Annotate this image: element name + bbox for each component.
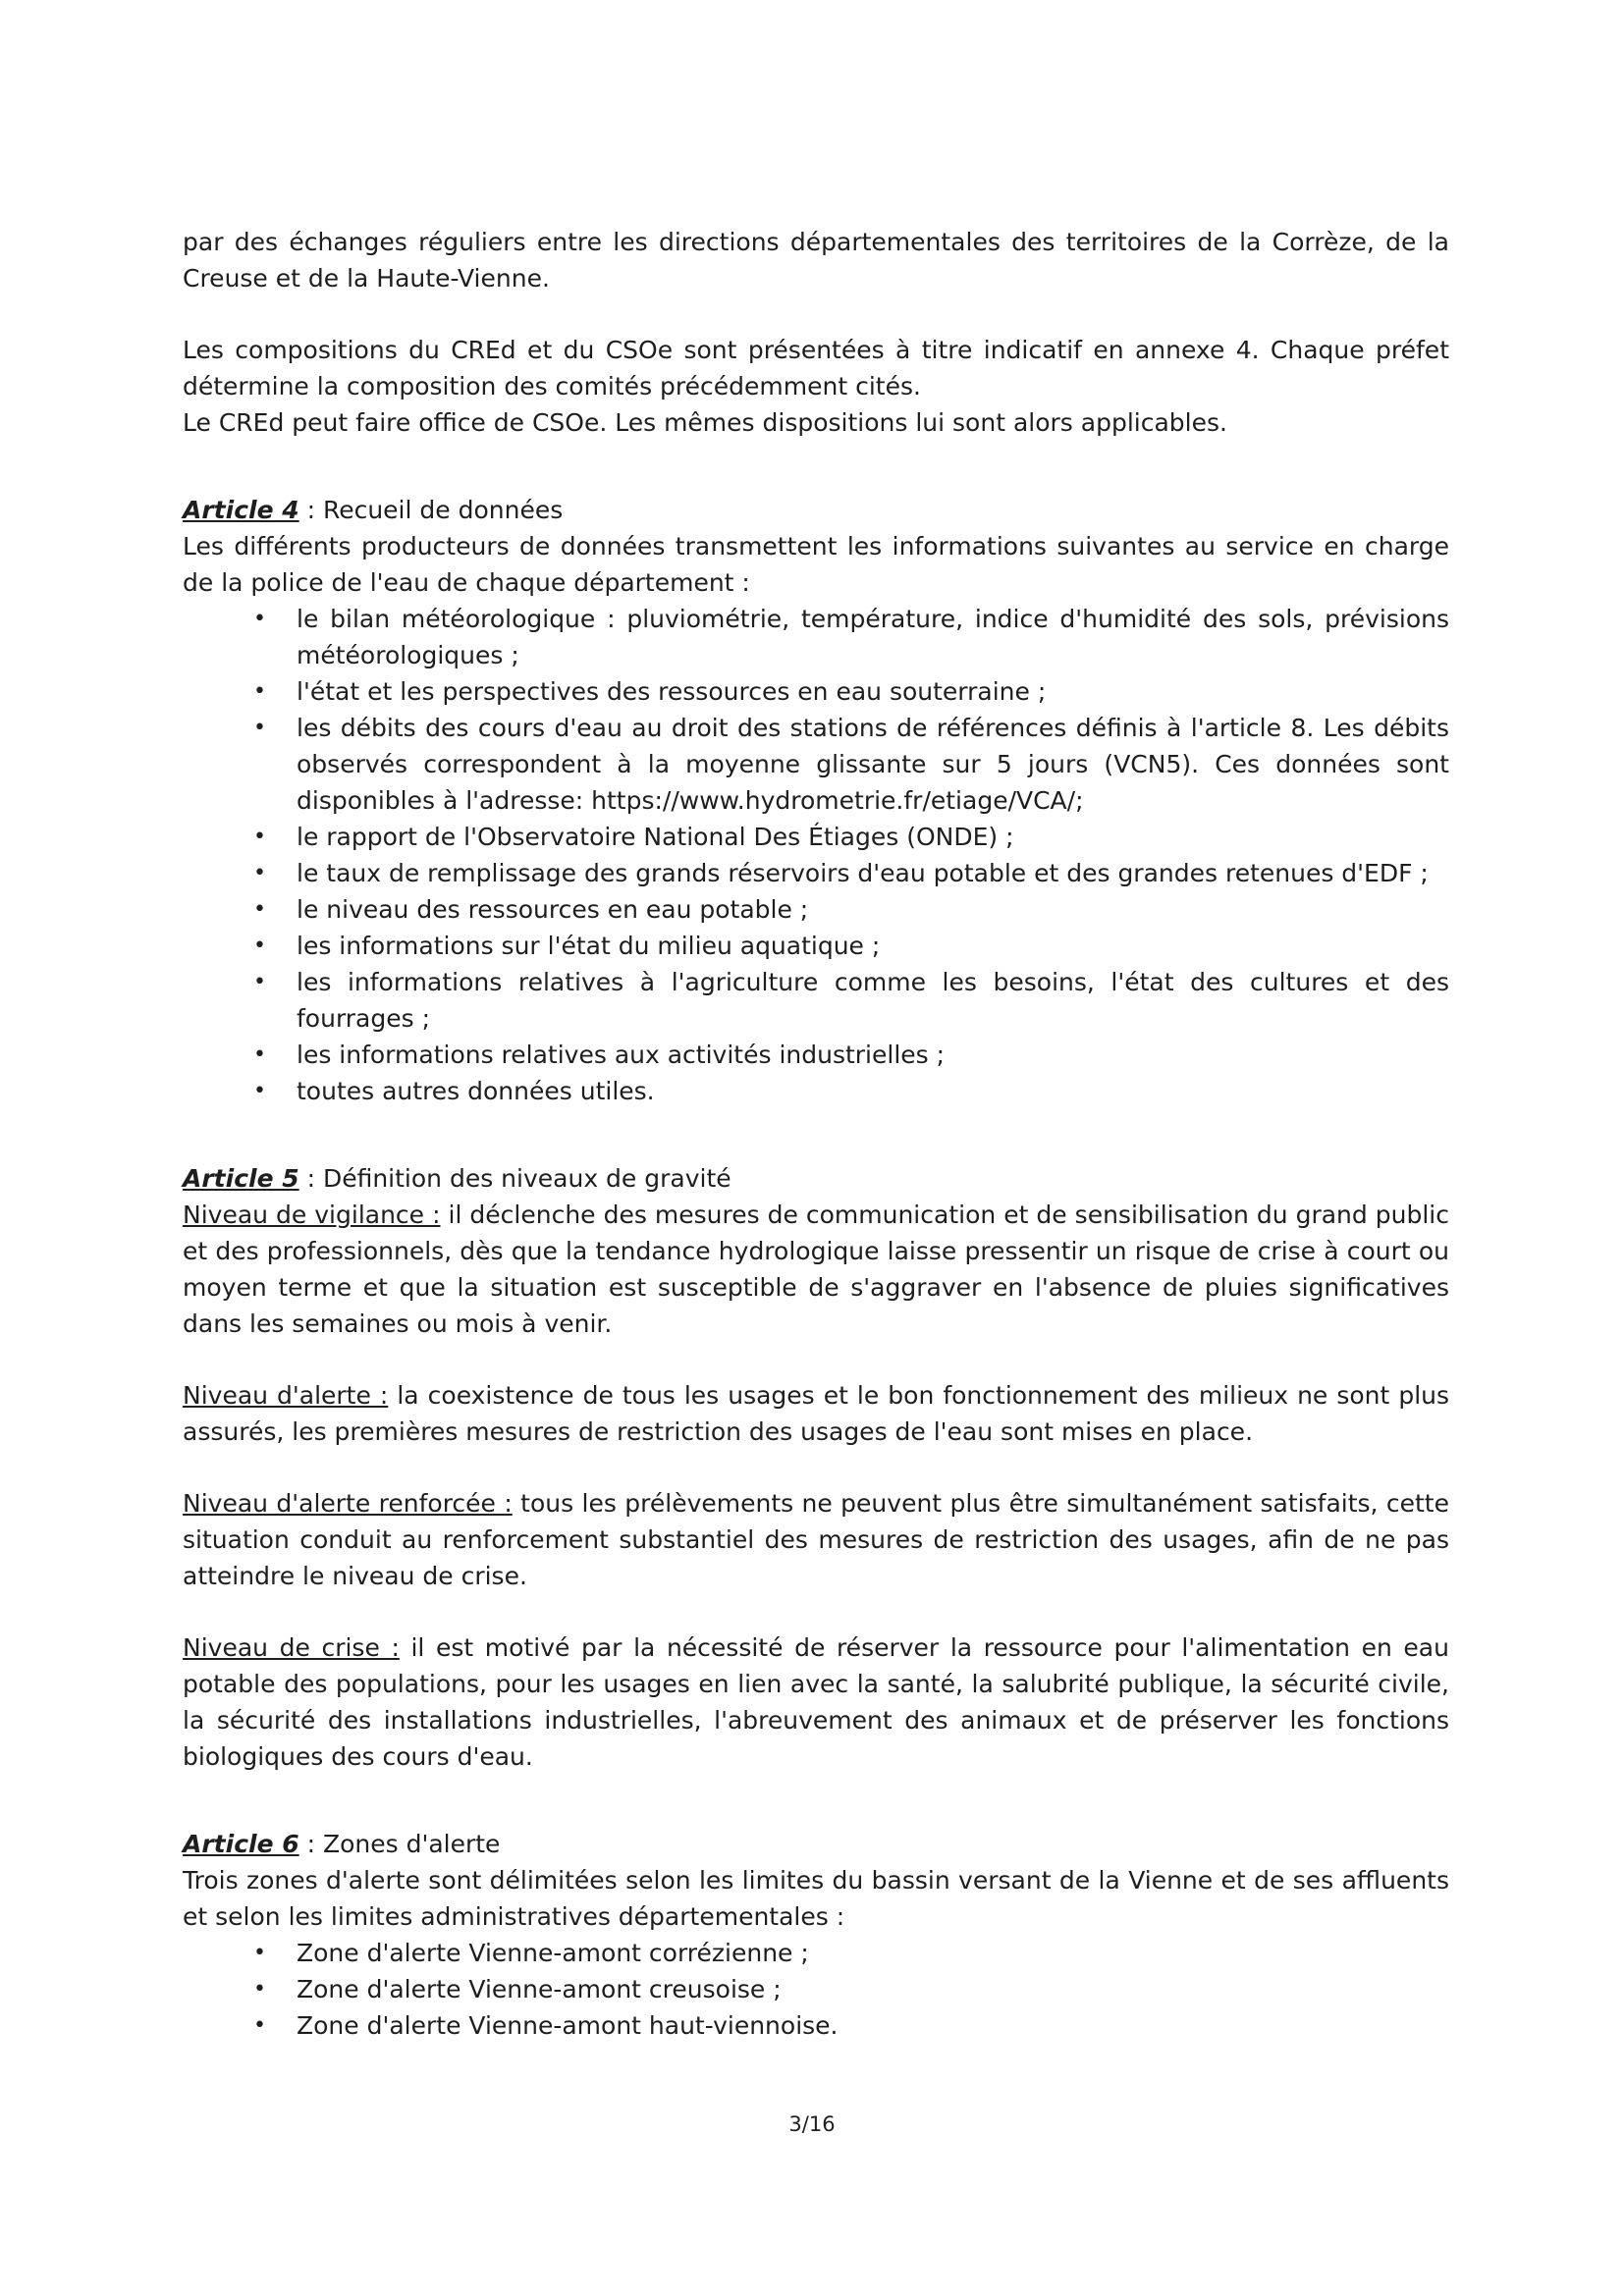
list-item: • Zone d'alerte Vienne-amont creusoise ; [297,1971,1449,2007]
list-item: • le bilan météorologique : pluviométrie, température, indice d'humidité des sols, prévisions météorologiques ; [297,601,1449,673]
article-5-label: Article 5 [183,1164,299,1193]
level-text: il déclenche des mesures de communication et de sensibilisation du grand public et des professionnels, dès que la tendance hydrologique laisse pressentir un risque de crise à court ou moyen terme et que la situation est susceptible de s'aggraver en l'absence de pluies significatives dans les semaines ou mois à venir. [183,1201,1449,1338]
article-6-title: : Zones d'alerte [298,1830,501,1858]
committees-paragraph: Les compositions du CREd et du CSOe sont présentées à titre indicatif en annexe 4. Chaque préfet détermine la composition des comités précédemment cités. [183,336,1449,400]
article-4-title: : Recueil de données [298,496,564,524]
bullet-icon: • [253,1042,266,1067]
list-item: • l'état et les perspectives des ressources en eau souterraine ; [297,673,1449,710]
page-number: 3/16 [788,2112,836,2136]
level-label: Niveau de crise : [183,1633,400,1662]
bullet-icon: • [253,607,266,631]
article-4-label: Article 4 [183,496,299,524]
article-6-label: Article 6 [183,1830,299,1858]
article-4-heading [183,492,1449,528]
article-6-intro: Trois zones d'alerte sont délimitées selon les limites du bassin versant de la Vienne et de ses affluents et selon les limites administratives départementales : [183,1866,1449,1931]
list-item: • le taux de remplissage des grands réservoirs d'eau potable et des grandes retenues d'EDF ; [297,855,1449,891]
list-item: • les débits des cours d'eau au droit des stations de références définis à l'article 8. Les débits observés correspondent à la moyenne glissante sur 5 jours (VCN5). Ces données sont disponibles à l'adresse: https://www.hydrometrie.fr/etiage/VCA/; [297,710,1449,819]
article-5-title: : Définition des niveaux de gravité [298,1164,731,1193]
bullet-icon: • [253,679,266,704]
bullet-icon: • [253,1941,266,1965]
level-label: Niveau d'alerte : [183,1381,389,1410]
list-item: • les informations sur l'état du milieu aquatique ; [297,928,1449,964]
list-item: • les informations relatives aux activités industrielles ; [297,1037,1449,1073]
bullet-icon: • [253,1977,266,2002]
bullet-icon: • [253,1079,266,1103]
level-text: tous les prélèvements ne peuvent plus être simultanément satisfaits, cette situation conduit au renforcement substantiel des mesures de restriction des usages, afin de ne pas atteindre le niveau de crise. [183,1489,1449,1590]
list-item: • Zone d'alerte Vienne-amont corrézienne ; [297,1935,1449,1971]
bullet-icon: • [253,934,266,958]
article-4 [183,492,1449,1109]
article-5 [183,1160,1449,1775]
level-alerte-renforcee [183,1485,1449,1594]
intro-paragraph: par des échanges réguliers entre les directions départementales des territoires de la Corrèze, de la Creuse et de la Haute-Vienne. [183,228,1449,293]
bullet-icon: • [253,897,266,922]
bullet-icon: • [253,716,266,740]
level-text: il est motivé par la nécessité de réserver la ressource pour l'alimentation en eau potable des populations, pour les usages en lien avec la santé, la salubrité publique, la sécurité civile, la sécurité des installations industrielles, l'abreuvement des animaux et de préserver les fonctions biologiques des cours d'eau. [183,1633,1449,1771]
list-item: • le rapport de l'Observatoire National Des Étiages (ONDE) ; [297,819,1449,855]
list-item: • toutes autres données utiles. [297,1073,1449,1109]
article-4-intro: Les différents producteurs de données transmettent les informations suivantes au service en charge de la police de l'eau de chaque département : [183,532,1449,597]
level-alerte [183,1377,1449,1450]
list-item: • les informations relatives à l'agriculture comme les besoins, l'état des cultures et des fourrages ; [297,964,1449,1037]
cred-paragraph: Le CREd peut faire office de CSOe. Les mêmes dispositions lui sont alors applicables. [183,408,1227,437]
data-sources-list [183,601,1449,1109]
article-6 [183,1826,1449,2044]
article-6-heading [183,1826,1449,1862]
level-label: Niveau d'alerte renforcée : [183,1489,513,1518]
list-item: • Zone d'alerte Vienne-amont haut-viennoise. [297,2007,1449,2044]
list-item: • le niveau des ressources en eau potable ; [297,891,1449,928]
level-vigilance [183,1197,1449,1342]
article-5-heading [183,1160,1449,1197]
level-crise [183,1629,1449,1775]
alert-zones-list [183,1935,1449,2044]
document-body [183,224,1449,2044]
level-text: la coexistence de tous les usages et le bon fonctionnement des milieux ne sont plus assurés, les premières mesures de restriction des usages de l'eau sont mises en place. [183,1381,1450,1446]
bullet-icon: • [253,825,266,849]
bullet-icon: • [253,970,266,994]
bullet-icon: • [253,861,266,885]
bullet-icon: • [253,2013,266,2038]
level-label: Niveau de vigilance : [183,1201,441,1229]
